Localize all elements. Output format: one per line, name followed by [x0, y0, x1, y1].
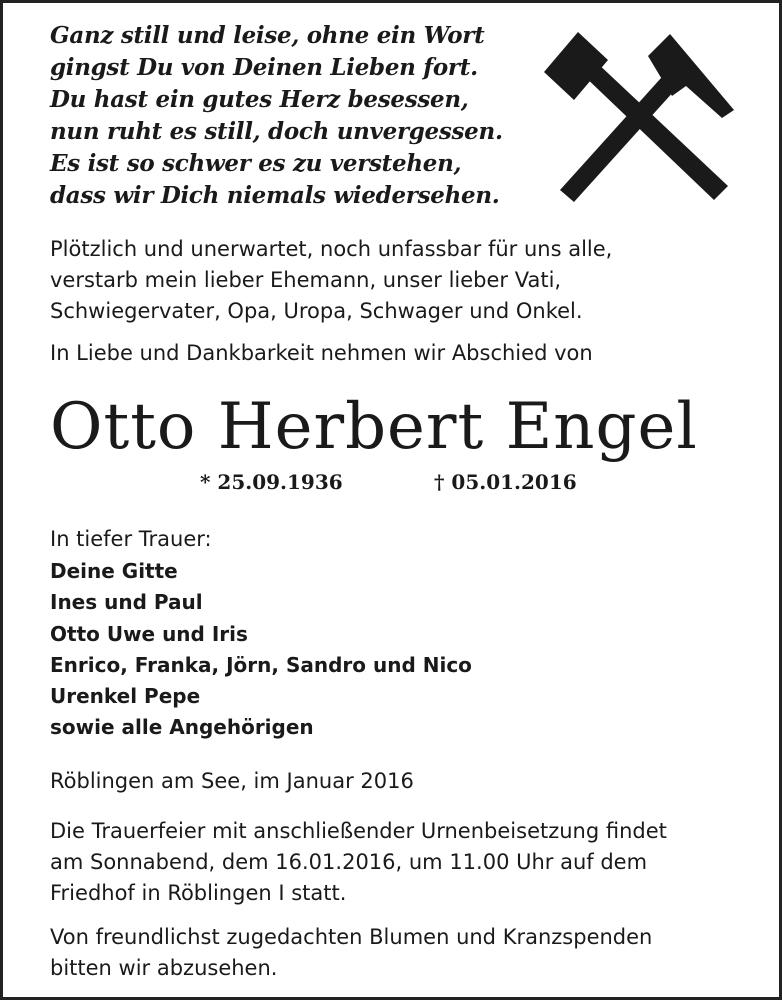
mourner-name: sowie alle Angehörigen: [50, 715, 314, 740]
place-and-date: Röblingen am See, im Januar 2016: [50, 769, 414, 793]
mourner-name: Enrico, Franka, Jörn, Sandro und Nico: [50, 652, 472, 677]
flowers-line: Von freundlichst zugedachten Blumen und Kranzspenden: [50, 925, 653, 949]
hammer-and-pick-icon: [538, 26, 738, 206]
death-date: † 05.01.2016: [434, 470, 577, 494]
deceased-name: Otto Herbert Engel: [50, 390, 698, 464]
mourner-name: Otto Uwe und Iris: [50, 621, 248, 646]
ceremony-line: Friedhof in Röblingen I statt.: [50, 881, 347, 905]
mourner-name: Ines und Paul: [50, 590, 203, 615]
ceremony-info: [50, 816, 667, 909]
memorial-poem: [50, 20, 510, 212]
mourners-heading: In tiefer Trauer:: [50, 527, 212, 551]
intro-line: Plötzlich und unerwartet, noch unfassbar für uns alle,: [50, 237, 613, 261]
intro-line: verstarb mein lieber Ehemann, unser lieber Vati,: [50, 268, 562, 292]
ceremony-line: am Sonnabend, dem 16.01.2016, um 11.00 Uhr auf dem: [50, 850, 648, 874]
intro-line: Schwiegervater, Opa, Uropa, Schwager und Onkel.: [50, 299, 583, 323]
poem-line: nun ruht es still, doch unvergessen.: [50, 118, 503, 145]
ceremony-line: Die Trauerfeier mit anschließender Urnenbeisetzung findet: [50, 819, 667, 843]
poem-line: Du hast ein gutes Herz besessen,: [50, 86, 469, 113]
farewell-line: In Liebe und Dankbarkeit nehmen wir Abschied von: [50, 341, 593, 365]
mourner-name: Deine Gitte: [50, 559, 178, 583]
poem-line: Es ist so schwer es zu verstehen,: [50, 150, 462, 177]
poem-line: gingst Du von Deinen Lieben fort.: [50, 54, 478, 81]
mourner-name: Urenkel Pepe: [50, 684, 201, 709]
intro-text: [50, 234, 612, 327]
poem-line: dass wir Dich niemals wiedersehen.: [50, 182, 500, 209]
mourners-list: [50, 556, 472, 744]
flowers-line: bitten wir abzusehen.: [50, 956, 278, 980]
poem-line: Ganz still und leise, ohne ein Wort: [50, 22, 485, 49]
flowers-note: [50, 922, 652, 984]
birth-date: * 25.09.1936: [200, 470, 343, 494]
